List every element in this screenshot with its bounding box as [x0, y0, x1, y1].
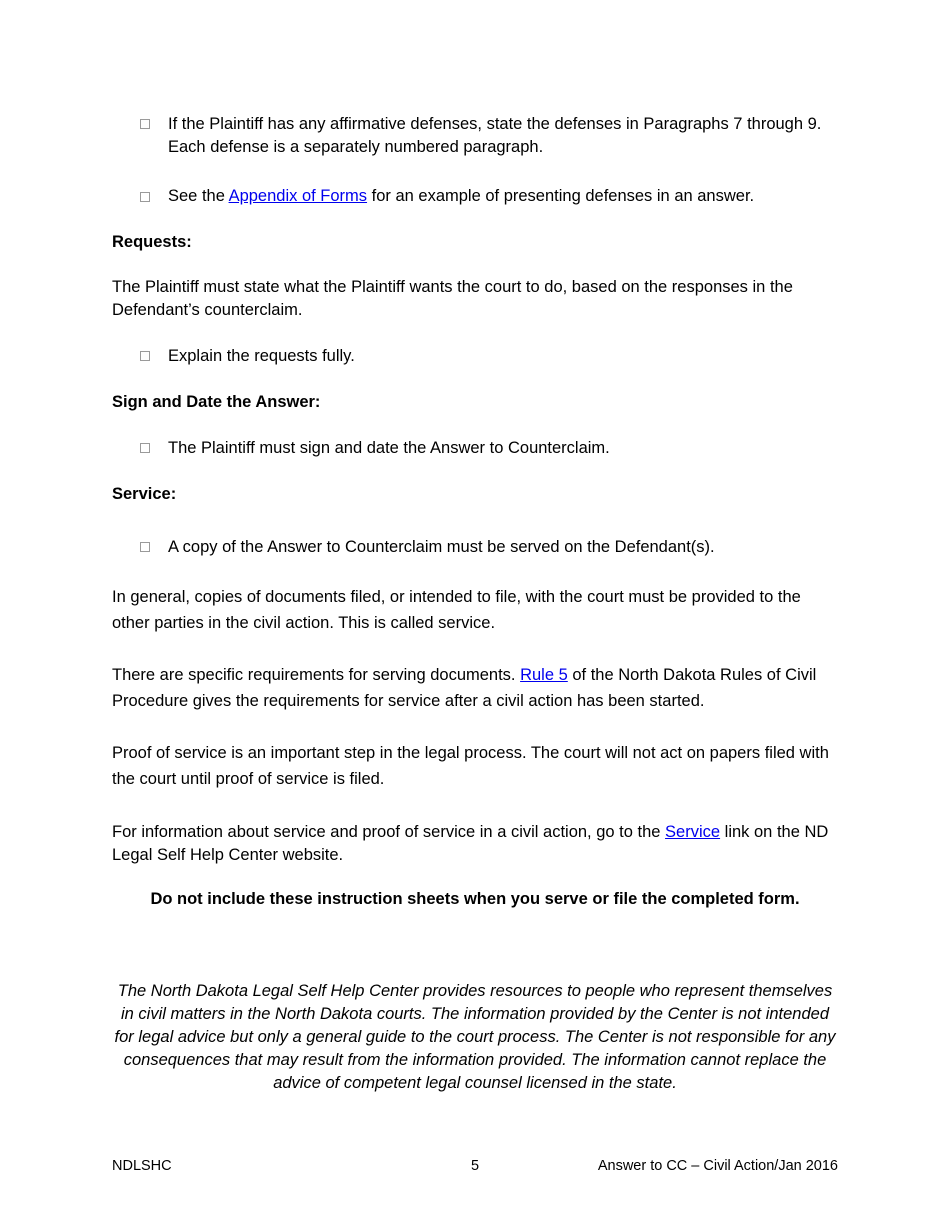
appendix-of-forms-link[interactable]: Appendix of Forms	[228, 187, 368, 205]
instruction-notice: Do not include these instruction sheets when you serve or file the completed form.	[150, 890, 800, 908]
proof-of-service-paragraph: Proof of service is an important step in the legal process. The court will not act on papers filed with the court until proof of service is filed.	[112, 744, 829, 788]
checkbox-bullet	[140, 119, 150, 129]
bullet-sign-date: The Plaintiff must sign and date the Answer to Counterclaim.	[168, 439, 610, 457]
footer-left: NDLSHC	[112, 1158, 172, 1174]
checkbox-bullet	[140, 351, 150, 361]
bullet-explain-requests: Explain the requests fully.	[168, 347, 355, 365]
general-service-paragraph: In general, copies of documents filed, or intended to file, with the court must be provided to the other parties in the civil action. This is called service.	[112, 588, 801, 632]
bullet-see-appendix: See the Appendix of Forms for an example of presenting defenses in an answer.	[168, 187, 755, 205]
disclaimer: The North Dakota Legal Self Help Center provides resources to people who represent themselves in civil matters in the North Dakota courts. The information provided by the Center is not intended for legal advice but only a general guide to the court process. The Center is not responsible for any consequences that may result from the information provided. The information cannot replace the advice of competent legal counsel licensed in the state.	[114, 982, 836, 1092]
sign-date-heading: Sign and Date the Answer:	[112, 393, 321, 411]
bullet-copy-served: A copy of the Answer to Counterclaim must be served on the Defendant(s).	[168, 538, 715, 556]
specific-requirements-paragraph: There are specific requirements for serving documents. Rule 5 of the North Dakota Rules of Civil Procedure gives the requirements for service after a civil action has been started.	[112, 666, 817, 710]
service-link[interactable]: Service	[665, 823, 721, 841]
checkbox-bullet	[140, 542, 150, 552]
service-info-paragraph: For information about service and proof of service in a civil action, go to the Service link on the ND Legal Self Help Center website.	[112, 823, 829, 864]
service-heading: Service:	[112, 485, 177, 503]
page-number: 5	[470, 1158, 480, 1174]
checkbox-bullet	[140, 192, 150, 202]
footer-right: Answer to CC – Civil Action/Jan 2016	[597, 1158, 838, 1174]
requests-paragraph: The Plaintiff must state what the Plaintiff wants the court to do, based on the responses in the Defendant’s counterclaim.	[112, 278, 793, 319]
bullet-affirmative-defenses: If the Plaintiff has any affirmative defenses, state the defenses in Paragraphs 7 through 9. Each defense is a separately numbered paragraph.	[168, 115, 822, 156]
requests-heading: Requests:	[112, 233, 192, 251]
checkbox-bullet	[140, 443, 150, 453]
rule-5-link[interactable]: Rule 5	[520, 666, 568, 684]
